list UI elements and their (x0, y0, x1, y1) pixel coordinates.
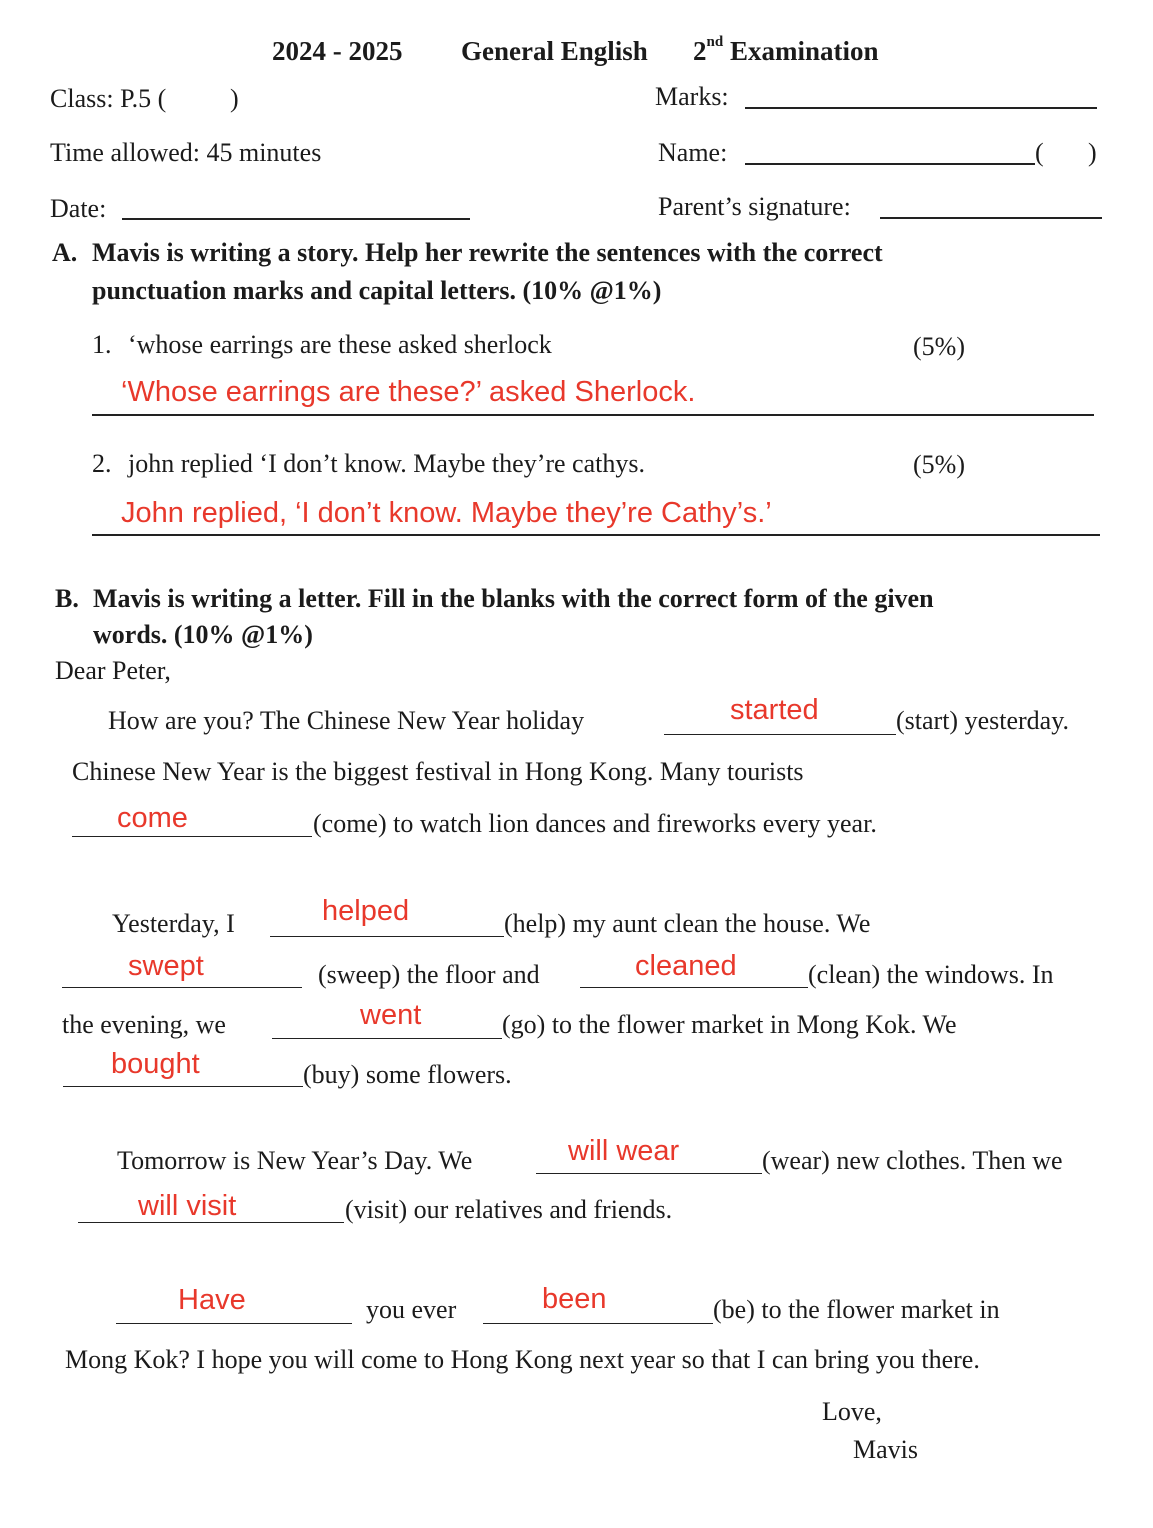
signature-label: Parent’s signature: (658, 192, 851, 221)
answer-started: started (730, 694, 819, 726)
blank-sweep[interactable] (62, 987, 302, 988)
section-b-instruction-1: Mavis is writing a letter. Fill in the blanks with the correct form of the given (93, 584, 934, 613)
p4-line1-after: (be) to the flower market in (713, 1295, 1000, 1324)
date-blank[interactable] (122, 218, 470, 220)
p2-line2-after: (clean) the windows. In (808, 960, 1054, 989)
p2-line4-after: (buy) some flowers. (303, 1060, 512, 1089)
q1-text: ‘whose earrings are these asked sherlock (128, 330, 552, 359)
q2-marks: (5%) (913, 450, 965, 479)
answer-helped: helped (322, 895, 410, 927)
marks-blank[interactable] (745, 107, 1097, 109)
q2-text: john replied ‘I don’t know. Maybe they’re cathys. (128, 449, 645, 478)
blank-be[interactable] (483, 1323, 713, 1324)
q1-number: 1. (92, 330, 112, 359)
answer-swept: swept (128, 950, 204, 982)
blank-wear[interactable] (536, 1173, 762, 1174)
p1-line3-after: (come) to watch lion dances and fireworks every year. (313, 809, 877, 838)
section-a-instruction-2: punctuation marks and capital letters. (10% @1%) (92, 276, 662, 305)
q2-number: 2. (92, 449, 112, 478)
signature-blank[interactable] (880, 217, 1102, 219)
p1-line1-after: (start) yesterday. (896, 706, 1070, 735)
name-paren-open: ( (1035, 138, 1044, 167)
blank-come[interactable] (72, 836, 312, 837)
section-b-instruction-2: words. (10% @1%) (93, 620, 313, 649)
letter-signature: Mavis (853, 1435, 918, 1464)
p3-line1-before: Tomorrow is New Year’s Day. We (117, 1146, 473, 1175)
exam-word: Examination (729, 36, 879, 66)
time-allowed: Time allowed: 45 minutes (50, 138, 322, 167)
answer-come: come (117, 802, 188, 834)
section-b-letter: B. (55, 584, 79, 613)
blank-have[interactable] (116, 1323, 352, 1324)
name-label: Name: (658, 138, 728, 167)
p2-line1-after: (help) my aunt clean the house. We (504, 909, 871, 938)
p1-line1-before: How are you? The Chinese New Year holiday (108, 706, 585, 735)
blank-start[interactable] (664, 734, 896, 735)
date-label: Date: (50, 194, 107, 223)
answer-bought: bought (111, 1048, 200, 1080)
answer-been: been (542, 1283, 607, 1315)
p4-line1-mid: you ever (366, 1295, 457, 1324)
header-subject: General English (461, 36, 648, 66)
header-exam (693, 36, 878, 67)
name-blank[interactable] (745, 163, 1035, 165)
letter-salutation: Dear Peter, (55, 656, 171, 685)
p1-line2: Chinese New Year is the biggest festival in Hong Kong. Many tourists (72, 757, 804, 786)
exam-number: 2 (693, 36, 707, 66)
blank-clean[interactable] (580, 987, 808, 988)
answer-have: Have (178, 1284, 246, 1316)
q1-answer: ‘Whose earrings are these?’ asked Sherlock. (121, 376, 696, 408)
p2-line1-before: Yesterday, I (112, 909, 235, 938)
header-year: 2024 - 2025 (272, 36, 403, 66)
answer-cleaned: cleaned (635, 950, 737, 982)
name-paren-close: ) (1088, 138, 1097, 167)
p2-line3-after: (go) to the flower market in Mong Kok. We (502, 1010, 957, 1039)
answer-will-wear: will wear (568, 1135, 680, 1167)
p2-line3-before: the evening, we (62, 1010, 226, 1039)
letter-closing: Love, (822, 1397, 882, 1426)
p3-line2-after: (visit) our relatives and friends. (345, 1195, 673, 1224)
blank-help[interactable] (270, 936, 504, 937)
exam-ordinal: nd (706, 34, 724, 50)
class-label: Class: P.5 ( (50, 84, 167, 113)
class-close: ) (230, 84, 239, 113)
answer-went: went (360, 999, 422, 1031)
q1-answer-line[interactable] (92, 414, 1094, 416)
section-a-instruction-1: Mavis is writing a story. Help her rewrite the sentences with the correct (92, 238, 883, 267)
section-a-letter: A. (52, 238, 78, 267)
p3-line1-after: (wear) new clothes. Then we (762, 1146, 1063, 1175)
answer-will-visit: will visit (138, 1190, 237, 1222)
p4-line2: Mong Kok? I hope you will come to Hong Kong next year so that I can bring you there. (65, 1345, 980, 1374)
q2-answer: John replied, ‘I don’t know. Maybe they’re Cathy’s.’ (121, 497, 772, 529)
q1-marks: (5%) (913, 332, 965, 361)
q2-answer-line[interactable] (92, 534, 1100, 536)
blank-go[interactable] (272, 1038, 502, 1039)
blank-buy[interactable] (63, 1086, 303, 1087)
marks-label: Marks: (655, 82, 729, 111)
blank-visit[interactable] (78, 1222, 344, 1223)
p2-line2-mid: (sweep) the floor and (318, 960, 540, 989)
